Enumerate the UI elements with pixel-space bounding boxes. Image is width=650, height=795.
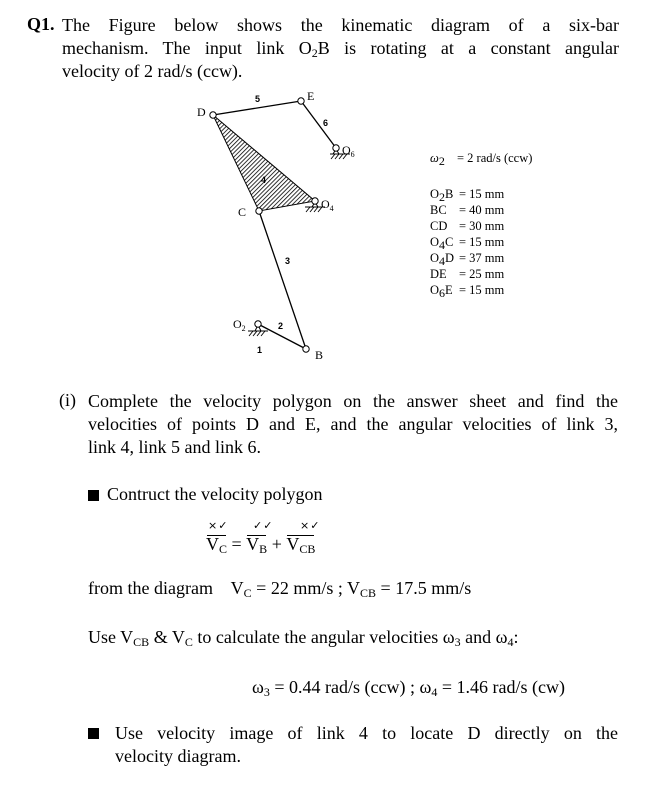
label-link-3: 3: [285, 256, 291, 266]
link-6: [301, 101, 336, 148]
tick-vc: ×✓: [208, 519, 229, 532]
joint-d: [210, 112, 216, 118]
given-length-row: $O_4D$ = 37 mm: [430, 251, 505, 268]
link-4-body: [213, 115, 315, 211]
part-line-2: velocities of points D and E, and the angular velocities of link 3,: [88, 414, 618, 434]
label-o6: $O_6$: [342, 143, 355, 159]
label-link-4: 4: [261, 175, 267, 185]
velocity-equation: $V_C = V_B + V_{CB}$: [206, 534, 316, 556]
given-lengths: [430, 186, 504, 298]
omega-results: $\omega_3 = 0.44$ rad/s (ccw) ; $\omega_4 = 1.46$ rad/s (cw): [252, 677, 565, 699]
label-link-1: 1: [257, 345, 263, 355]
bullet-2: [88, 728, 99, 739]
bullet-2-line-2: velocity diagram.: [115, 746, 241, 766]
label-o2: $O_2$: [233, 317, 246, 333]
part-line-1: Complete the velocity polygon on the answer sheet and find the: [88, 391, 618, 411]
joint-c: [256, 208, 262, 214]
from-diagram-line: from the diagram $V_C = 22$ mm/s ; $V_{CB} = 17.5$ mm/s: [88, 578, 472, 600]
bullet-1: [88, 490, 99, 501]
given-length-row: $O_2B$ = 15 mm: [430, 187, 505, 204]
bullet-2-line-1: Use velocity image of link 4 to locate D directly on the: [115, 723, 618, 743]
label-o4: $O_4$: [321, 197, 334, 213]
label-e: E: [307, 89, 315, 103]
label-b: B: [315, 348, 324, 362]
joint-o2: [255, 321, 261, 327]
kinematic-diagram: [175, 88, 425, 378]
bullet-1-text: Contruct the velocity polygon: [107, 484, 323, 504]
use-line: Use $V_{CB}$ & $V_C$ to calculate the angular velocities $\omega_3$ and $\omega_4$:: [88, 627, 519, 649]
joint-e: [298, 98, 304, 104]
part-label: (i): [59, 390, 76, 410]
tick-vb: ✓✓: [253, 519, 274, 532]
label-link-5: 5: [255, 94, 261, 104]
given-length-row: DE = 25 mm: [430, 267, 505, 281]
joint-o4: [312, 198, 318, 204]
question-number: Q1.: [27, 14, 55, 34]
given-length-row: $O_4C$ = 15 mm: [430, 235, 505, 252]
bullet-2-text: [115, 722, 618, 768]
part-text: [88, 390, 618, 459]
label-link-6: 6: [323, 118, 329, 128]
given-length-row: CD = 30 mm: [430, 219, 505, 233]
label-link-2: 2: [278, 321, 284, 331]
tick-vcb: ×✓: [300, 519, 321, 532]
label-c: C: [238, 205, 247, 219]
question-line-3: velocity of 2 rad/s (ccw).: [62, 61, 243, 81]
question-line-2: mechanism. The input link $O_2B$ is rotating at a constant angular: [62, 38, 620, 60]
given-omega2: $\omega_2$ = 2 rad/s (ccw): [430, 151, 533, 168]
joint-o6: [333, 145, 339, 151]
question-text: [62, 14, 619, 83]
label-d: D: [197, 105, 206, 119]
question-line-1: The Figure below shows the kinematic diagram of a six-bar: [62, 15, 619, 35]
given-length-row: BC = 40 mm: [430, 203, 505, 217]
given-length-row: $O_6E$ = 15 mm: [430, 283, 505, 300]
joint-b: [303, 346, 309, 352]
part-line-3: link 4, link 5 and link 6.: [88, 437, 261, 457]
